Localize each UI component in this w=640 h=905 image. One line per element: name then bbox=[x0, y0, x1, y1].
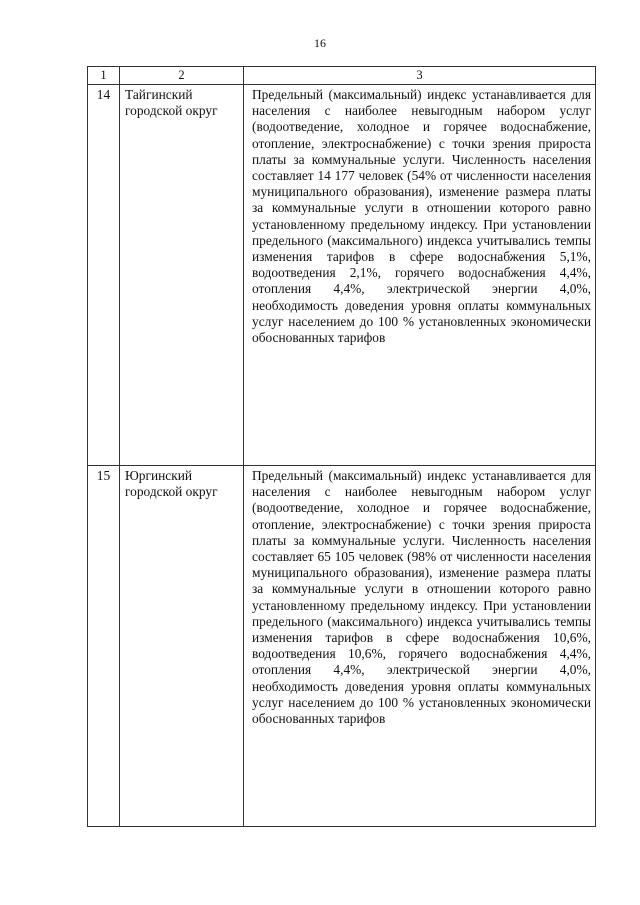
page-number: 16 bbox=[314, 36, 326, 50]
municipality-name: Юргинский городской округ bbox=[120, 466, 244, 827]
column-header-1: 1 bbox=[88, 67, 120, 85]
row-number: 15 bbox=[88, 466, 120, 827]
column-header-2: 2 bbox=[120, 67, 244, 85]
municipality-name: Тайгинский городской округ bbox=[120, 85, 244, 466]
table-row bbox=[88, 85, 596, 466]
table-row bbox=[88, 466, 596, 827]
row-number: 14 bbox=[88, 85, 120, 466]
index-description-text: Предельный (максимальный) индекс устанавливается для населения с наиболее невыгодным набором услуг (водоотведение, холодное и горячее водоснабжение, отопление, электроснабжение) с точки зрения прироста платы за коммунальные услуги. Численность населения составляет 65 105 человек (98% от численности населения муниципального образования), изменение размера платы за коммунальные услуги в отношении которого равно установленному предельному индексу. При установлении предельного (максимального) индекса учитывались темпы изменения тарифов в сфере водоснабжения 10,6%, водоотведения 10,6%, горячего водоснабжения 4,4%, отопления 4,4%, электрической энергии 4,0%, необходимость доведения уровня оплаты коммунальных услуг населением до 100 % установленных экономически обоснованных тарифов bbox=[252, 468, 591, 727]
column-header-3: 3 bbox=[244, 67, 596, 85]
tariff-index-table bbox=[87, 66, 596, 827]
index-description bbox=[244, 466, 596, 827]
index-description-text: Предельный (максимальный) индекс устанавливается для населения с наиболее невыгодным набором услуг (водоотведение, холодное и горячее водоснабжение, отопление, электроснабжение) с точки зрения прироста платы за коммунальные услуги. Численность населения составляет 14 177 человек (54% от численности населения муниципального образования), изменение размера платы за коммунальные услуги в отношении которого равно установленному предельному индексу. При установлении предельного (максимального) индекса учитывались темпы изменения тарифов в сфере водоснабжения 5,1%, водоотведения 2,1%, горячего водоснабжения 4,4%, отопления 4,4%, электрической энергии 4,0%, необходимость доведения уровня оплаты коммунальных услуг населением до 100 % установленных экономически обоснованных тарифов bbox=[252, 87, 591, 346]
index-description bbox=[244, 85, 596, 466]
table-header-row bbox=[88, 67, 596, 85]
